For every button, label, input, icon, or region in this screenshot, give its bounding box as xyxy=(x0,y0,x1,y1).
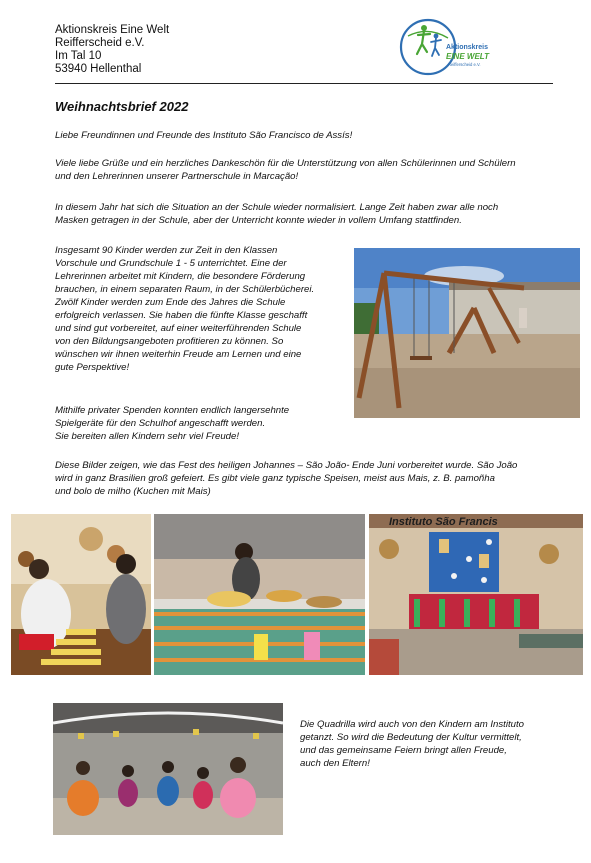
paragraph-playground xyxy=(55,404,289,443)
sender-address xyxy=(55,24,169,76)
quadrilla-dance-photo xyxy=(53,703,283,835)
text-line: In diesem Jahr hat sich die Situation an der Schule wieder normalisiert. Lange Zeit haben zwar alle noch xyxy=(55,202,499,213)
text-line: wird in ganz Brasilien groß gefeiert. Es gibt viele ganz typische Speisen, meist aus Mais, z. B. pamoñha xyxy=(55,473,495,484)
shrine-photo xyxy=(369,514,583,675)
logo-line3: Reifferscheid e.V. xyxy=(448,62,481,67)
logo-line1: Aktionskreis xyxy=(446,44,489,51)
text-line: Masken getragen in der Schule, aber der Unterricht konnte wieder in vollem Umfang stattfinden. xyxy=(55,215,462,226)
text-line: brauchen, in einem separaten Raum, in der Schülerbücherei. xyxy=(55,284,315,295)
paragraph-pupils xyxy=(55,244,314,374)
sender-city-line: Reifferscheid e.V. xyxy=(55,37,145,49)
text-line: wünschen wir ihnen weiterhin Freude am Lernen und eine xyxy=(55,349,302,360)
text-line: gute Perspektive! xyxy=(55,362,130,373)
paragraph-situation xyxy=(55,201,498,227)
logo-globe-icon xyxy=(398,16,498,78)
text-line: Diese Bilder zeigen, wie das Fest des heiligen Johannes – São João- Ende Juni vorbereitet wurde. São João xyxy=(55,460,518,471)
text-line: Vorschule und Grundschule 1 - 5 unterrichtet. Eine der xyxy=(55,258,287,269)
food-table-photo xyxy=(154,514,365,675)
letter-greeting: Liebe Freundinnen und Freunde des Instituto São Francisco de Assís! xyxy=(55,130,353,141)
sender-name: Aktionskreis Eine Welt xyxy=(55,24,170,36)
text-line: Mithilfe privater Spenden konnten endlich langersehnte xyxy=(55,405,290,416)
text-line: und bolo de milho (Kuchen mit Mais) xyxy=(55,486,211,497)
text-line: Viele liebe Grüße und ein herzliches Dankeschön für die Unterstützung von allen Schülerinnen und Schülern xyxy=(55,158,516,169)
header-divider xyxy=(55,83,553,84)
paragraph-thanks xyxy=(55,157,516,183)
text-line: Spielgeräte für den Schulhof angeschafft werden. xyxy=(55,418,266,429)
text-line: erfolgreich verlassen. Sie haben die fünfte Klasse geschafft xyxy=(55,310,308,321)
sender-zip-city: 53940 Hellenthal xyxy=(55,63,142,75)
organization-logo xyxy=(398,16,498,78)
text-line: getanzt. So wird die Bedeutung der Kultur vermittelt, xyxy=(300,732,522,743)
letter-title: Weihnachtsbrief 2022 xyxy=(55,99,189,114)
text-line: von den Bildungsangeboten profitieren zu können. So xyxy=(55,336,284,347)
paragraph-quadrilla xyxy=(300,718,524,770)
text-line: Zwölf Kinder werden zum Ende des Jahres die Schule xyxy=(55,297,286,308)
logo-line2: EINE WELT xyxy=(446,52,489,61)
paragraph-sao-joao xyxy=(55,459,517,498)
shrine-banner-text: Instituto São Francis xyxy=(389,516,498,528)
text-line: auch den Eltern! xyxy=(300,758,370,769)
sender-street: Im Tal 10 xyxy=(55,50,102,62)
playground-photo xyxy=(354,248,580,418)
text-line: und das gemeinsame Feiern bringt allen Freude, xyxy=(300,745,507,756)
text-line: Insgesamt 90 Kinder werden zur Zeit in den Klassen xyxy=(55,245,278,256)
corn-preparation-photo xyxy=(11,514,151,675)
text-line: und den Lehrerinnen unserer Partnerschule in Marcação! xyxy=(55,171,299,182)
text-line: und sind gut vorbereitet, auf einer weiterführenden Schule xyxy=(55,323,302,334)
text-line: Lehrerinnen arbeitet mit Kindern, die besondere Förderung xyxy=(55,271,306,282)
text-line: Die Quadrilla wird auch von den Kindern am Instituto xyxy=(300,719,524,730)
text-line: Sie bereiten allen Kindern sehr viel Freude! xyxy=(55,431,239,442)
